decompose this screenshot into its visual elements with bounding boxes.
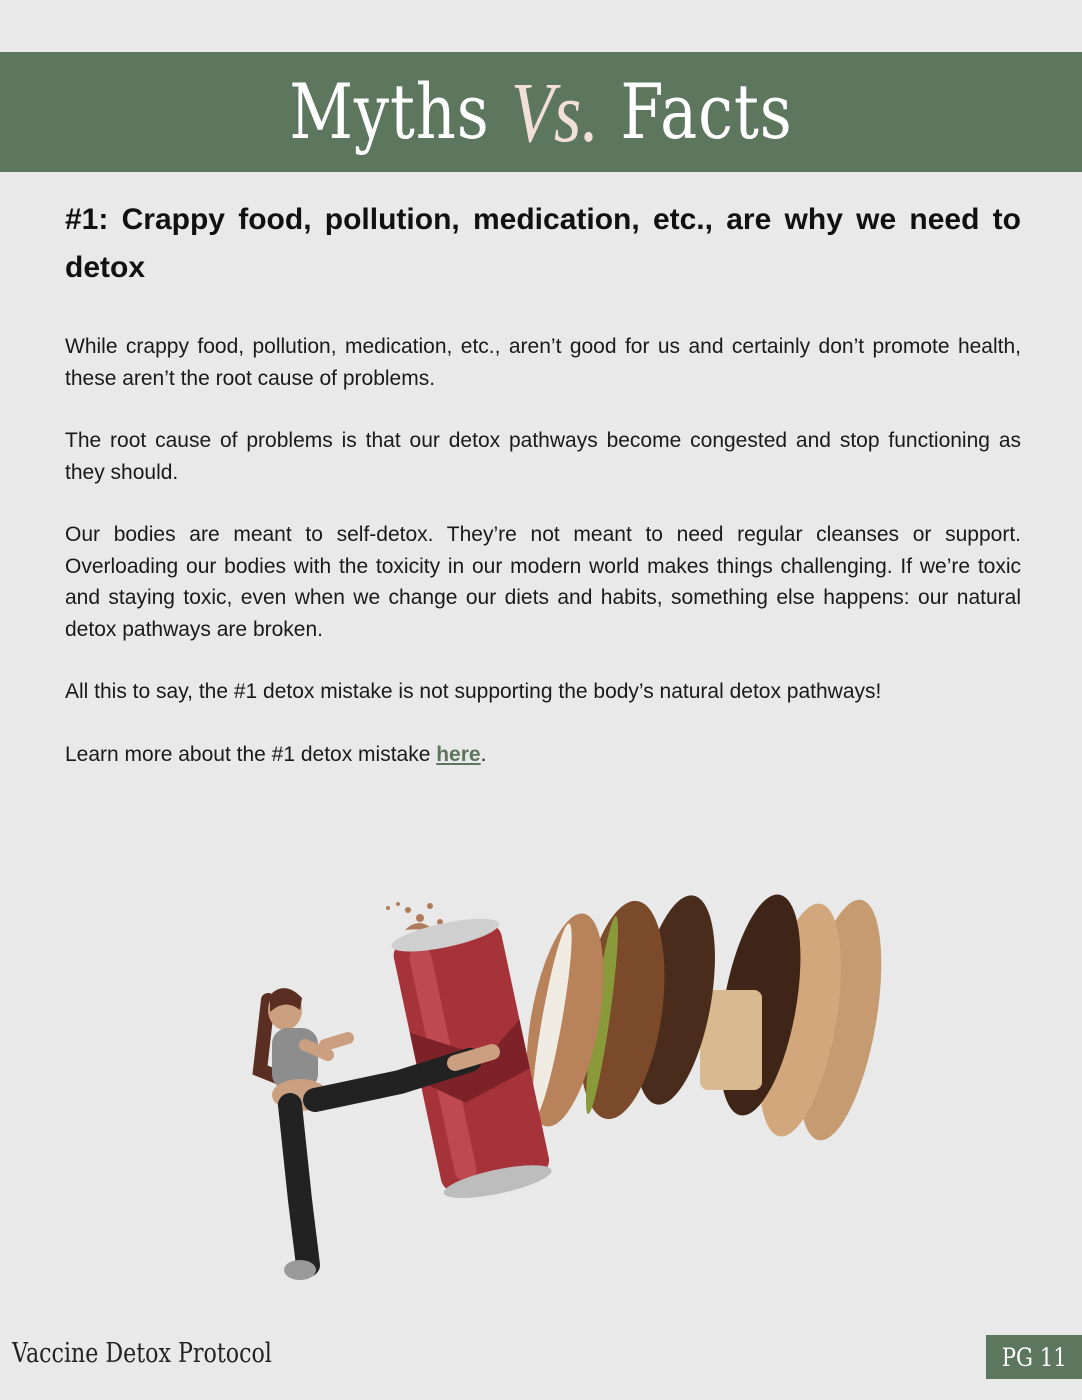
page-title	[289, 64, 793, 160]
paragraph-3: Our bodies are meant to self-detox. They’re not meant to need regular cleanses or support. Overloading our bodies with the toxicity in our modern world makes things challenging. If we’re toxic and staying toxic, even when we change our diets and habits, something else happens: our natural detox pathways are broken.	[65, 523, 1021, 641]
footer-title: Vaccine Detox Protocol	[12, 1338, 272, 1369]
kicking-junk-food-illustration	[230, 870, 900, 1290]
paragraph-1: While crappy food, pollution, medication, etc., aren’t good for us and certainly don’t promote health, these aren’t the root cause of problems.	[65, 335, 1021, 390]
title-myths: Myths	[289, 67, 490, 156]
paragraph-2: The root cause of problems is that our detox pathways become congested and stop functioning as they should.	[65, 429, 1021, 484]
paragraph-4: All this to say, the #1 detox mistake is not supporting the body’s natural detox pathways!	[65, 680, 882, 703]
header-banner	[0, 52, 1082, 172]
myth-heading: #1: Crappy food, pollution, medication, etc., are why we need to detox	[65, 203, 1021, 284]
page-number: PG 11	[1001, 1342, 1067, 1372]
learn-more-paragraph	[65, 739, 1021, 771]
learn-more-period: .	[480, 742, 487, 766]
title-vs: Vs.	[510, 64, 600, 160]
title-facts: Facts	[620, 67, 793, 156]
junk-food-stack	[513, 888, 897, 1146]
here-link[interactable]: here	[436, 742, 481, 766]
learn-more-text: Learn more about the #1 detox mistake	[65, 742, 437, 766]
page-number-badge	[986, 1335, 1082, 1379]
myth-section	[65, 196, 1021, 801]
